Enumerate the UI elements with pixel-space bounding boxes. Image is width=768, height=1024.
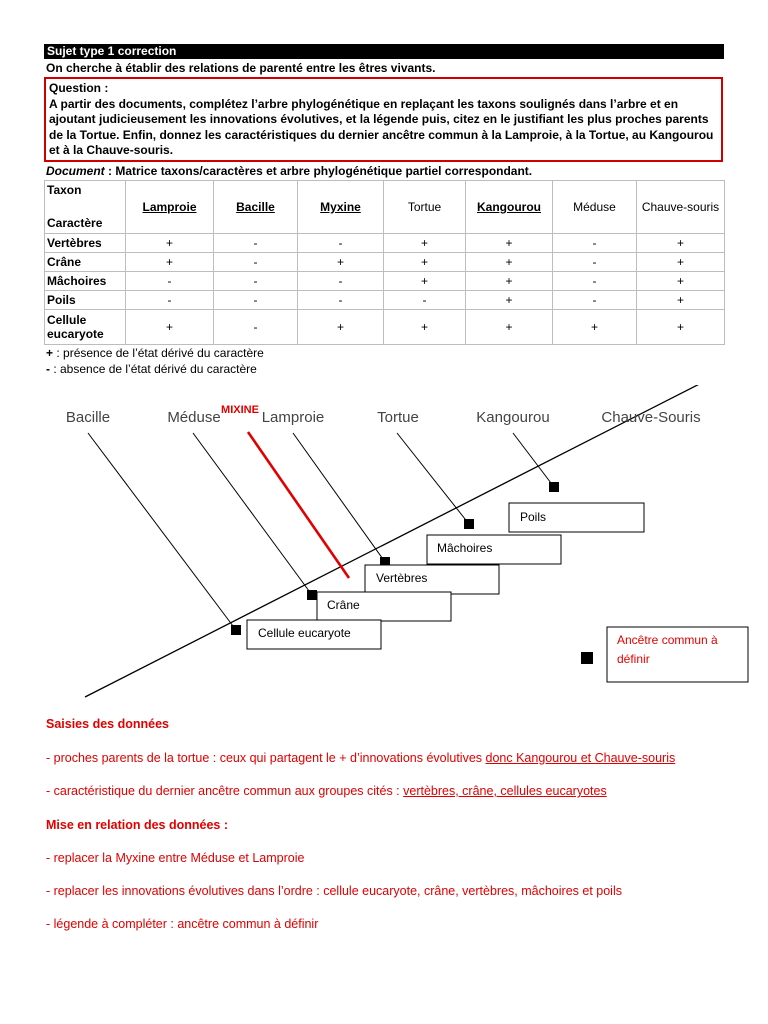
matrix-corner-cell (45, 181, 126, 234)
intro-text: On cherche à établir des relations de parenté entre les êtres vivants. (46, 61, 436, 75)
tree-taxon-lamproie: Lamproie (261, 409, 325, 426)
matrix-row (45, 234, 725, 253)
matrix-cell: + (126, 253, 214, 272)
relation-line-3: - légende à compléter : ancêtre commun à définir (46, 917, 319, 931)
label-machoires: Mâchoires (437, 541, 493, 555)
matrix-cell: + (298, 253, 384, 272)
matrix-cell: + (384, 272, 466, 291)
matrix-cell: + (466, 310, 553, 345)
matrix-cell: - (214, 291, 298, 310)
node-cellule-eucaryote (231, 625, 241, 635)
matrix-taxon-header (637, 181, 725, 234)
node-poils (549, 482, 559, 492)
legend-plus (46, 346, 264, 360)
matrix-cell: + (126, 234, 214, 253)
matrix-cell: - (553, 291, 637, 310)
matrix-cell: - (298, 234, 384, 253)
matrix-taxon-name: Lamproie (142, 200, 197, 214)
matrix-cell: + (466, 253, 553, 272)
matrix-character-label: Crâne (45, 253, 126, 272)
matrix-cell: - (214, 272, 298, 291)
legend-minus-symbol: - (46, 362, 50, 376)
tree-taxon-kangourou: Kangourou (476, 409, 550, 426)
matrix-cell: - (553, 234, 637, 253)
matrix-cell: - (298, 291, 384, 310)
question-box (44, 77, 723, 162)
saisie-line-1 (46, 751, 675, 765)
matrix-character-label: Poils (45, 291, 126, 310)
tree-taxon-chauve-souris: Chauve-Souris (601, 409, 701, 426)
matrix-cell: + (126, 310, 214, 345)
matrix-taxon-header (214, 181, 298, 234)
matrix-cell: + (637, 234, 725, 253)
matrix-cell: + (637, 310, 725, 345)
legend-minus (46, 362, 257, 376)
label-vertebres: Vertèbres (376, 571, 428, 585)
corner-taxon-label: Taxon (47, 183, 82, 197)
label-poils: Poils (520, 510, 547, 524)
matrix-taxon-header (384, 181, 466, 234)
question-label: Question : (49, 81, 109, 95)
relation-line-2: - replacer les innovations évolutives dans l’ordre : cellule eucaryote, crâne, vertèbres, mâchoires et poils (46, 884, 622, 898)
branch-myxine (248, 432, 349, 578)
saisie-title: Saisies des données (46, 717, 169, 731)
matrix-taxon-name: Tortue (407, 200, 442, 214)
tree-taxon-bacille: Bacille (65, 409, 111, 426)
matrix-cell: + (466, 234, 553, 253)
matrix-taxon-name: Chauve-souris (641, 200, 720, 214)
saisie-1-underlined: donc Kangourou et Chauve-souris (485, 751, 676, 765)
matrix-cell: + (384, 310, 466, 345)
document-label: Document (46, 164, 105, 178)
matrix-character-label: Mâchoires (45, 272, 126, 291)
legend-minus-text: : absence de l’état dérivé du caractère (50, 362, 257, 376)
saisie-2-underlined: vertèbres, crâne, cellules eucaryotes (403, 784, 607, 798)
header-bar (44, 44, 724, 59)
node-crane (307, 590, 317, 600)
matrix-cell: + (553, 310, 637, 345)
matrix-taxon-name: Myxine (320, 200, 361, 214)
matrix-cell: + (637, 291, 725, 310)
branch-kangourou (513, 433, 554, 487)
matrix-cell: - (553, 272, 637, 291)
branch-meduse (193, 433, 312, 595)
relation-title: Mise en relation des données : (46, 818, 228, 832)
branch-lamproie (293, 433, 385, 562)
matrix-cell: + (637, 272, 725, 291)
label-crane: Crâne (327, 598, 360, 612)
page-title: Sujet type 1 correction (47, 44, 177, 58)
matrix-cell: + (298, 310, 384, 345)
saisie-1-prefix: - proches parents de la tortue : ceux qui partagent le + d’innovations évolutives (46, 751, 486, 765)
matrix-taxon-header (466, 181, 553, 234)
question-text: A partir des documents, complétez l’arbre phylogénétique en replaçant les taxons soulignés dans l’arbre et en ajoutant judicieusement les innovations évolutives, et la légende puis, citez en le justifiant les plus proches parents de la Tortue. Enfin, donnez les caractéristiques du dernier ancêtre commun à la Lamproie, à la Tortue, au Kangourou et à la Chauve-souris. (49, 96, 714, 157)
label-legend-ancetre: Ancêtre commun à définir (617, 633, 718, 666)
branch-bacille (88, 433, 236, 630)
matrix-cell: + (384, 234, 466, 253)
saisie-line-2 (46, 784, 607, 798)
relation-line-1: - replacer la Myxine entre Méduse et Lamproie (46, 851, 305, 865)
saisie-2-prefix: - caractéristique du dernier ancêtre commun aux groupes cités : (46, 784, 404, 798)
matrix-taxon-header (298, 181, 384, 234)
matrix-header-row (45, 181, 725, 234)
tree-taxon-myxine: MIXINE (221, 404, 259, 416)
label-cellule-eucaryote: Cellule eucaryote (258, 626, 351, 640)
matrix-cell: + (466, 272, 553, 291)
matrix-taxon-header (126, 181, 214, 234)
phylogenetic-tree (0, 385, 768, 705)
tree-taxon-meduse: Méduse (167, 409, 221, 426)
matrix-cell: + (466, 291, 553, 310)
matrix-cell: - (214, 253, 298, 272)
matrix-cell: + (637, 253, 725, 272)
document-text: : Matrice taxons/caractères et arbre phylogénétique partiel correspondant. (104, 164, 533, 178)
matrix-row (45, 253, 725, 272)
tree-taxon-tortue: Tortue (377, 409, 419, 426)
matrix-taxon-name: Bacille (236, 200, 275, 214)
matrix-cell: - (384, 291, 466, 310)
matrix-taxon-header (553, 181, 637, 234)
node-machoires (464, 519, 474, 529)
taxon-character-matrix (44, 180, 725, 345)
matrix-row (45, 291, 725, 310)
matrix-cell: - (214, 310, 298, 345)
legend-plus-symbol: + (46, 346, 54, 360)
matrix-character-label: Cellule eucaryote (45, 310, 126, 345)
matrix-row (45, 310, 725, 345)
matrix-taxon-name: Kangourou (477, 200, 541, 214)
matrix-cell: - (553, 253, 637, 272)
matrix-cell: - (126, 272, 214, 291)
matrix-cell: + (384, 253, 466, 272)
branch-tortue (397, 433, 469, 524)
legend-plus-text: : présence de l’état dérivé du caractère (53, 346, 264, 360)
corner-character-label: Caractère (47, 216, 103, 230)
document-caption (46, 164, 532, 178)
matrix-cell: - (126, 291, 214, 310)
matrix-taxon-name: Méduse (573, 200, 616, 214)
matrix-character-label: Vertèbres (45, 234, 126, 253)
matrix-cell: - (214, 234, 298, 253)
matrix-row (45, 272, 725, 291)
legend-node-icon (581, 652, 593, 664)
matrix-cell: - (298, 272, 384, 291)
